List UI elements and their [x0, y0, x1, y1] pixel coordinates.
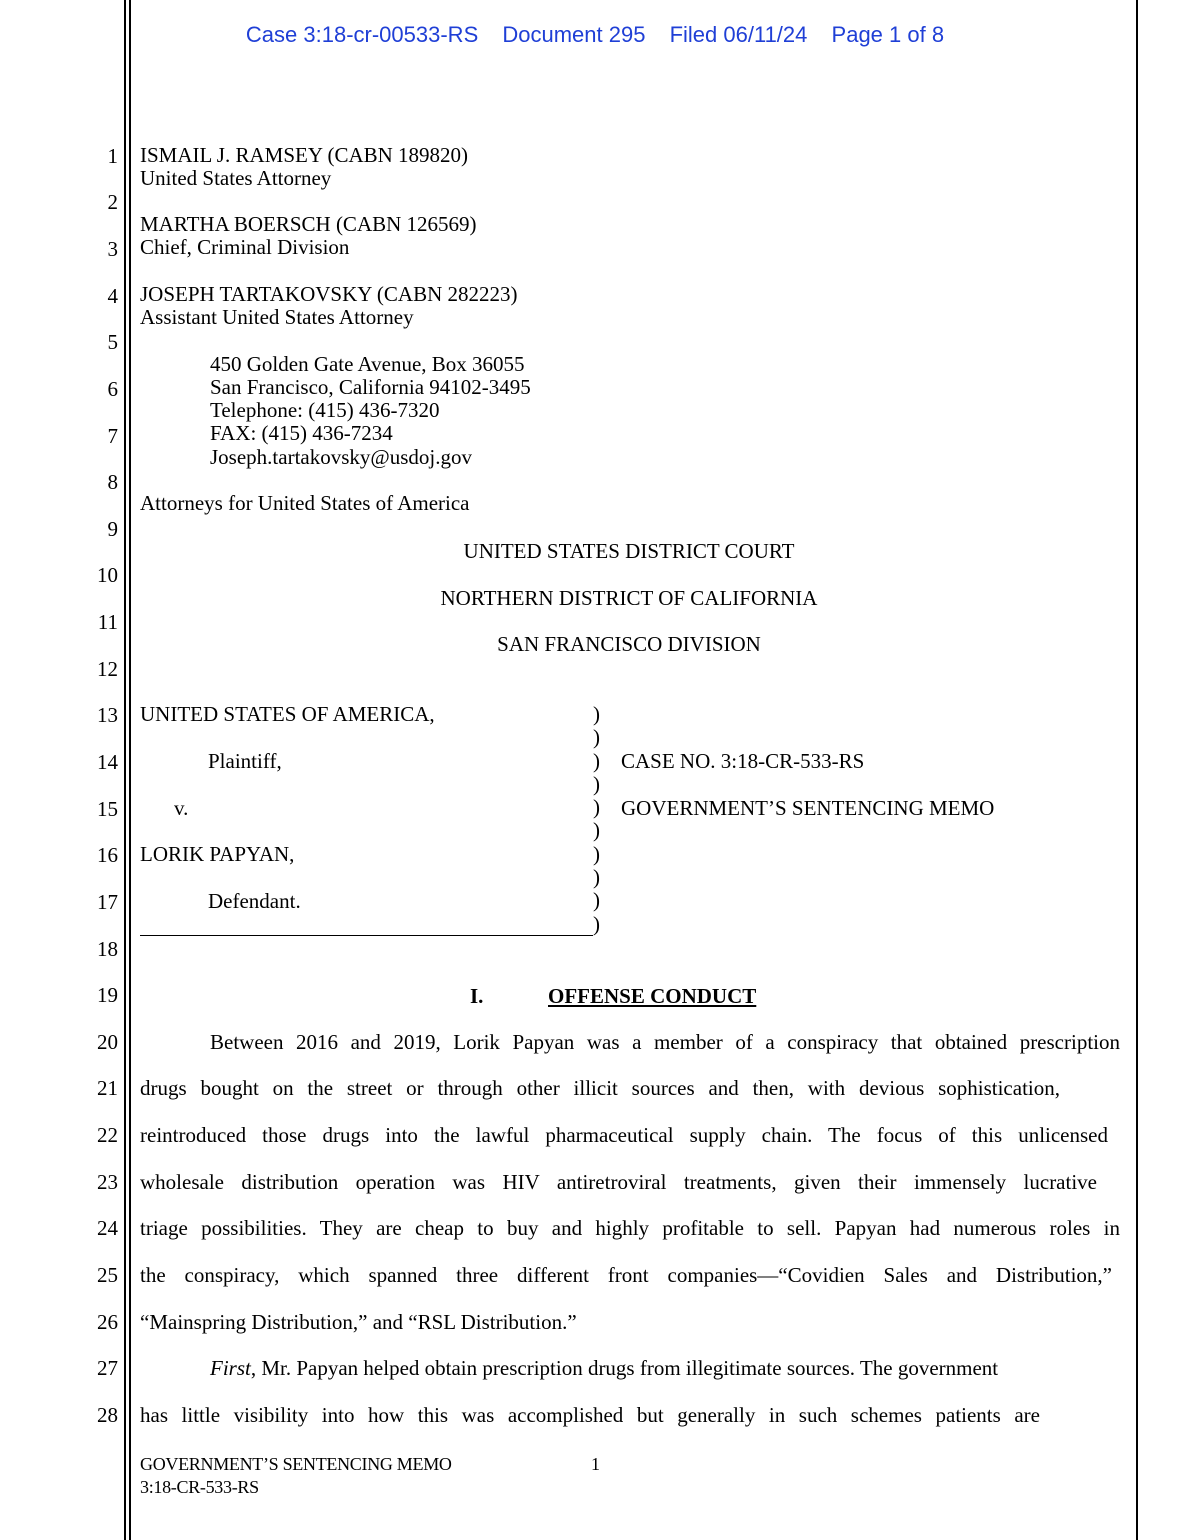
header-filed-date: Filed 06/11/24: [669, 22, 808, 47]
office-address-line: San Francisco, California 94102-3495: [210, 375, 531, 399]
left-margin-rule-inner: [129, 0, 131, 1540]
line-number: 8: [107, 470, 118, 494]
body-line: “Mainspring Distribution,” and “RSL Distribution.”: [140, 1310, 577, 1334]
attorney-name: JOSEPH TARTAKOVSKY (CABN 282223): [140, 282, 518, 306]
line-number: 2: [107, 190, 118, 214]
body-line-rest: , Mr. Papyan helped obtain prescription drugs from illegitimate sources. The government: [250, 1356, 999, 1380]
line-number: 6: [107, 377, 118, 401]
filing-header: [0, 22, 1190, 48]
caption-underline: [140, 935, 593, 936]
line-number: 1: [107, 144, 118, 168]
office-address-line: 450 Golden Gate Avenue, Box 36055: [210, 352, 525, 376]
body-line: the conspiracy, which spanned three different front companies—“Covidien Sales and Distribution,”: [140, 1263, 1112, 1287]
body-line: reintroduced those drugs into the lawful pharmaceutical supply chain. The focus of this unlicensed: [140, 1123, 1108, 1147]
court-division: SAN FRANCISCO DIVISION: [497, 632, 761, 656]
line-number: 22: [97, 1123, 118, 1147]
attorney-title: Chief, Criminal Division: [140, 235, 350, 259]
section-title: OFFENSE CONDUCT: [548, 984, 757, 1008]
header-document-number: Document 295: [502, 22, 646, 47]
office-fax: FAX: (415) 436-7234: [210, 421, 393, 445]
line-number: 21: [97, 1076, 118, 1100]
attorney-name: MARTHA BOERSCH (CABN 126569): [140, 212, 477, 236]
header-page-count: Page 1 of 8: [831, 22, 945, 47]
emphasis-first: First: [210, 1356, 251, 1380]
court-name: UNITED STATES DISTRICT COURT: [463, 539, 795, 563]
line-number: 5: [107, 330, 118, 354]
attorneys-for: Attorneys for United States of America: [140, 491, 470, 515]
line-number: 18: [97, 937, 118, 961]
case-number: CASE NO. 3:18-CR-533-RS: [621, 749, 865, 773]
footer-case-number: 3:18-CR-533-RS: [140, 1477, 259, 1497]
line-number: 14: [97, 750, 118, 774]
line-number: 23: [97, 1170, 118, 1194]
line-number: 28: [97, 1403, 118, 1427]
left-margin-rule-outer: [124, 0, 126, 1540]
caption-plaintiff-role: Plaintiff,: [208, 749, 282, 773]
caption-parentheses: ) ) ) ) ) ) ) ) ) ): [593, 702, 600, 936]
court-district: NORTHERN DISTRICT OF CALIFORNIA: [440, 586, 818, 610]
body-line: Between 2016 and 2019, Lorik Papyan was a member of a conspiracy that obtained prescription: [210, 1030, 1120, 1054]
line-number: 3: [107, 237, 118, 261]
body-line: has little visibility into how this was accomplished but generally in such schemes patients are: [140, 1403, 1040, 1427]
line-number: 26: [97, 1310, 118, 1334]
office-email: Joseph.tartakovsky@usdoj.gov: [210, 445, 472, 469]
section-number: I.: [470, 984, 484, 1008]
body-line: drugs bought on the street or through other illicit sources and then, with devious sophistication,: [140, 1076, 1060, 1100]
attorney-name: ISMAIL J. RAMSEY (CABN 189820): [140, 143, 469, 167]
caption-versus: v.: [174, 796, 189, 820]
body-line: [210, 1356, 1120, 1381]
footer-page-number: 1: [591, 1454, 600, 1474]
line-number: 16: [97, 843, 118, 867]
line-number: 17: [97, 890, 118, 914]
line-number: 11: [97, 610, 118, 634]
line-number: 15: [97, 797, 118, 821]
header-case-number: Case 3:18-cr-00533-RS: [245, 22, 479, 47]
body-line: triage possibilities. They are cheap to buy and highly profitable to sell. Papyan had numerous roles in: [140, 1216, 1120, 1240]
line-number: 9: [107, 517, 118, 541]
caption-plaintiff: UNITED STATES OF AMERICA,: [140, 702, 435, 726]
line-number: 24: [97, 1216, 118, 1240]
caption-defendant: LORIK PAPYAN,: [140, 842, 295, 866]
office-telephone: Telephone: (415) 436-7320: [210, 398, 440, 422]
caption-defendant-role: Defendant.: [208, 889, 301, 913]
line-number: 12: [97, 657, 118, 681]
line-number: 10: [97, 563, 118, 587]
line-number: 25: [97, 1263, 118, 1287]
line-number: 19: [97, 983, 118, 1007]
attorney-title: Assistant United States Attorney: [140, 305, 414, 329]
line-number: 7: [107, 424, 118, 448]
footer-title: GOVERNMENT’S SENTENCING MEMO: [140, 1454, 452, 1474]
line-number: 13: [97, 703, 118, 727]
line-number: 27: [97, 1356, 118, 1380]
line-number: 4: [107, 284, 118, 308]
document-title: GOVERNMENT’S SENTENCING MEMO: [621, 796, 995, 820]
attorney-title: United States Attorney: [140, 166, 332, 190]
body-line: wholesale distribution operation was HIV antiretroviral treatments, given their immensely lucrative: [140, 1170, 1097, 1194]
line-number: 20: [97, 1030, 118, 1054]
right-margin-rule: [1136, 0, 1138, 1540]
